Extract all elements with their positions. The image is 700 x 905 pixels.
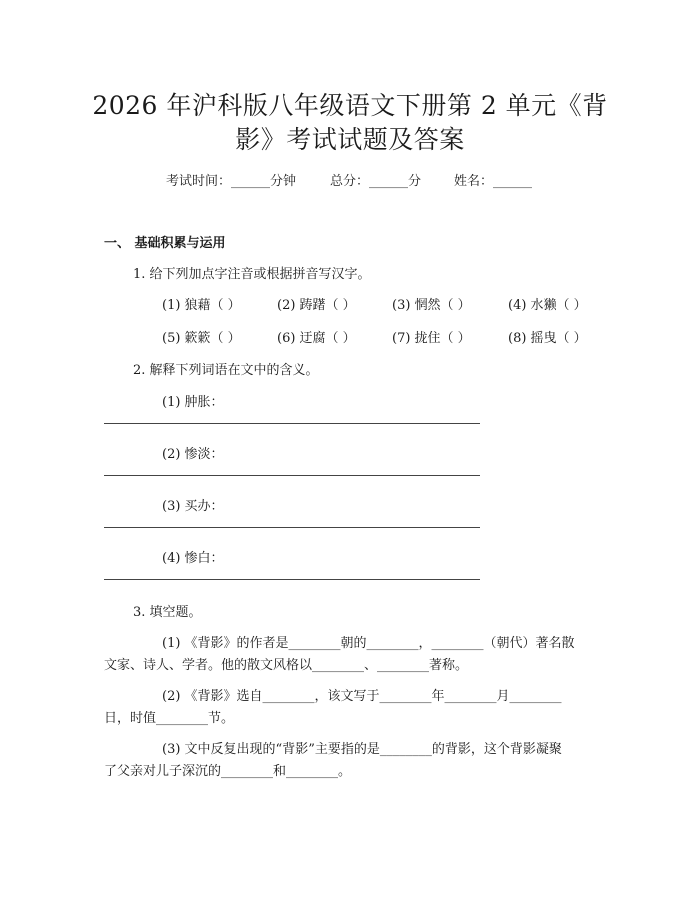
q2-item-1: (1) 肿胀： xyxy=(162,395,224,410)
q1-option-8: (8) 摇曳（ ） xyxy=(508,331,587,346)
q2-item-2: (2) 惨淡： xyxy=(162,447,224,462)
q1-option-3: (3) 惘然（ ） xyxy=(392,298,471,313)
q1-option-1: (1) 狼藉（ ） xyxy=(162,298,241,313)
q1-option-2: (2) 踌躇（ ） xyxy=(277,298,356,313)
q3-part-2-line-1: (2) 《背影》选自________，该文写于________年________月________ xyxy=(162,689,562,704)
question-3-prompt: 3. 填空题。 xyxy=(133,605,202,620)
q2-item-4: (4) 惨白： xyxy=(162,551,224,566)
q1-option-7: (7) 拢住（ ） xyxy=(392,331,471,346)
answer-line xyxy=(104,475,480,476)
q3-part-3-line-1: (3) 文中反复出现的“背影”主要指的是________的背影，这个背影凝聚 xyxy=(162,742,562,757)
question-1-prompt: 1. 给下列加点字注音或根据拼音写汉字。 xyxy=(133,267,371,282)
q1-option-5: (5) 簌簌（ ） xyxy=(162,331,241,346)
q1-option-6: (6) 迂腐（ ） xyxy=(277,331,356,346)
answer-line xyxy=(104,423,480,424)
page-title-line-1: 2026 年沪科版八年级语文下册第 2 单元《背 xyxy=(92,91,608,120)
exam-time-field: 考试时间：______分钟 xyxy=(166,174,297,189)
q3-part-2-line-2: 日，时值________节。 xyxy=(104,711,235,726)
total-score-field: 总分：______分 xyxy=(330,174,422,189)
answer-line xyxy=(104,579,480,580)
student-name-field: 姓名：______ xyxy=(454,174,533,189)
q3-part-3-line-2: 了父亲对儿子深沉的________和________。 xyxy=(104,764,352,779)
q3-part-1-line-1: (1) 《背影》的作者是________朝的________，________（朝代）著名散 xyxy=(162,636,575,651)
q3-part-1-line-2: 文家、诗人、学者。他的散文风格以________、________著称。 xyxy=(104,658,469,673)
page-title-line-2: 影》考试试题及答案 xyxy=(235,125,465,154)
answer-line xyxy=(104,527,480,528)
question-2-prompt: 2. 解释下列词语在文中的含义。 xyxy=(133,363,319,378)
section-heading: 一、 基础积累与运用 xyxy=(104,236,226,251)
q2-item-3: (3) 买办： xyxy=(162,499,224,514)
q1-option-4: (4) 水獭（ ） xyxy=(508,298,587,313)
